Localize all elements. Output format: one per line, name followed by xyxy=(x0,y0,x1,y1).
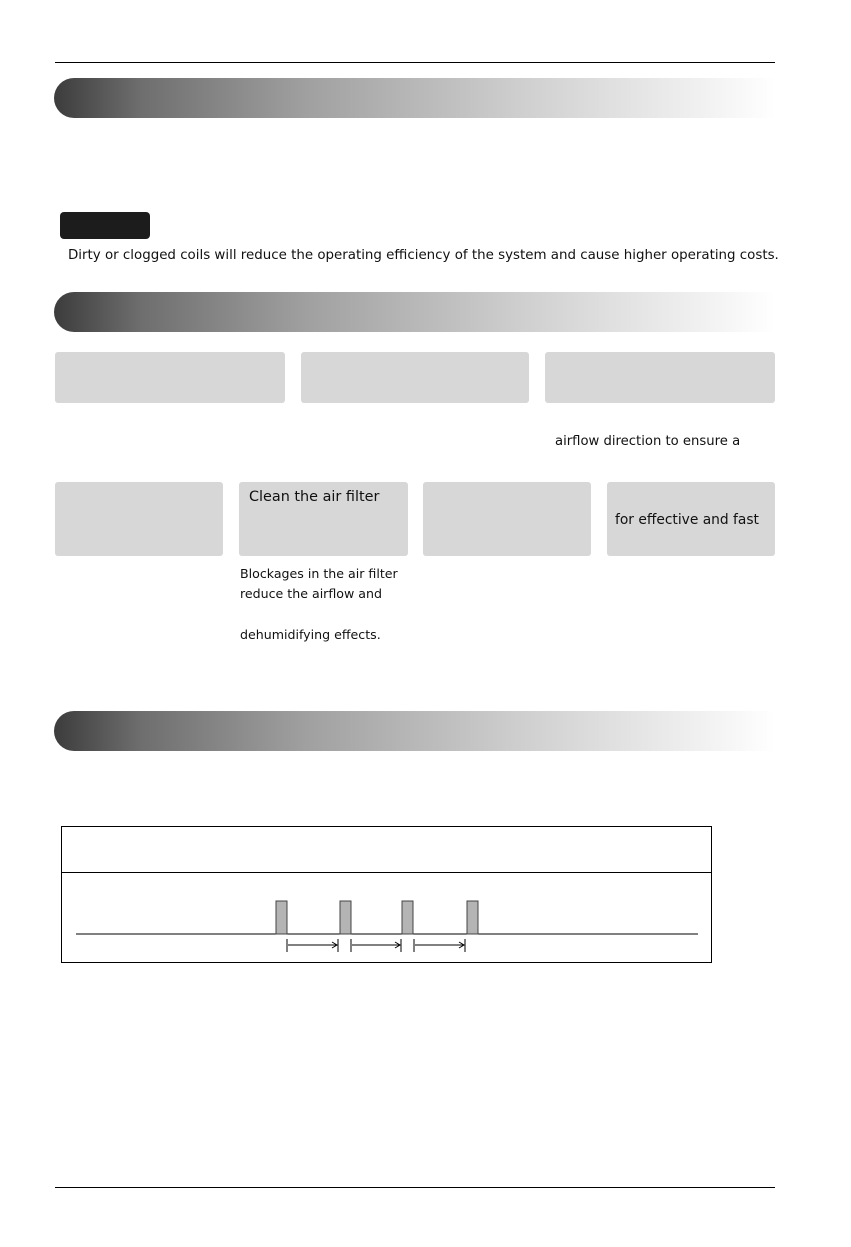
section-banner-coil xyxy=(54,78,775,118)
timing-pulse xyxy=(402,901,413,934)
timing-pulse xyxy=(467,901,478,934)
interval-marker xyxy=(287,939,338,952)
caution-text: Dirty or clogged coils will reduce the operating efficiency of the system and cause higher operating costs. xyxy=(68,248,779,263)
tip-title: for effective and fast xyxy=(615,512,759,528)
tip-box xyxy=(607,482,775,556)
tip-box xyxy=(423,482,591,556)
caution-badge xyxy=(60,212,150,239)
tip-box xyxy=(545,352,775,403)
tip-description-line: dehumidifying effects. xyxy=(240,627,381,642)
timing-chart xyxy=(61,826,712,963)
top-rule xyxy=(55,62,775,63)
section-banner-tips xyxy=(54,292,775,332)
timing-pulse xyxy=(340,901,351,934)
timing-diagram xyxy=(62,827,711,962)
tip-description-line: Blockages in the air filter xyxy=(240,566,398,581)
tip-box xyxy=(301,352,529,403)
interval-marker xyxy=(351,939,401,952)
tip-description: airflow direction to ensure a xyxy=(555,434,741,449)
bottom-rule xyxy=(55,1187,775,1188)
section-banner-timing xyxy=(54,711,775,751)
tip-title: Clean the air filter xyxy=(249,489,380,505)
tip-box xyxy=(55,482,223,556)
tip-description-line: reduce the airflow and xyxy=(240,586,382,601)
interval-marker xyxy=(414,939,465,952)
tip-box xyxy=(239,482,408,556)
timing-pulse xyxy=(276,901,287,934)
tip-box xyxy=(55,352,285,403)
